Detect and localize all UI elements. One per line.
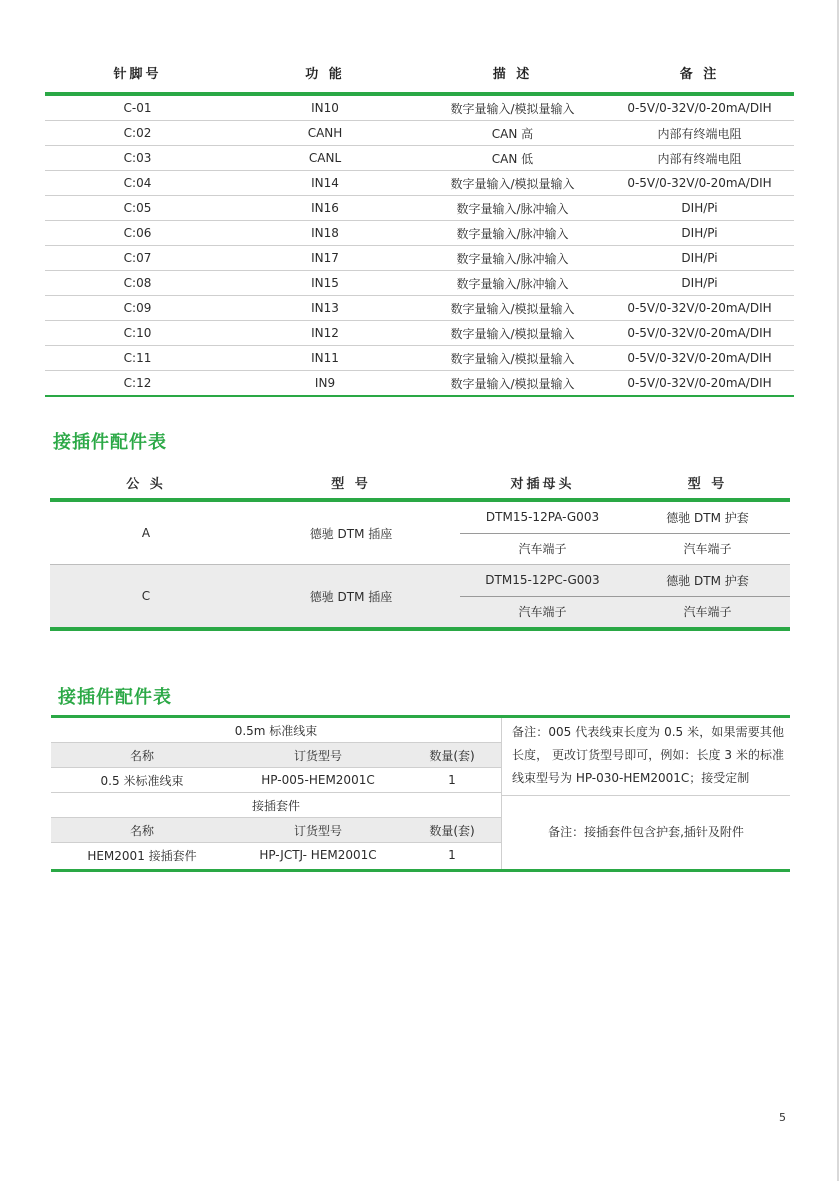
page-number: 5 bbox=[779, 1111, 786, 1124]
pin-remarks: 0-5V/0-32V/0-20mA/DIH bbox=[627, 376, 772, 390]
male-connector: A bbox=[141, 526, 151, 540]
female-model: 汽车端子 bbox=[683, 605, 732, 620]
harness-table bbox=[51, 715, 790, 872]
pin-function: IN17 bbox=[311, 251, 339, 265]
pin-description: 数字量输入/脉冲输入 bbox=[456, 226, 569, 241]
female-model: 汽车端子 bbox=[683, 542, 732, 557]
pin-function: CANL bbox=[308, 151, 342, 165]
female-part-number: DTM15-12PA-G003 bbox=[485, 510, 600, 525]
connector-group-c bbox=[50, 564, 790, 627]
pin-remarks: 0-5V/0-32V/0-20mA/DIH bbox=[627, 351, 772, 365]
connector-table-header bbox=[50, 466, 790, 498]
harness-note: 备注：005 代表线束长度为 0.5 米，如果需要其他长度， 更改订货型号即可，例如：长度 3 米的标准线束型号为 HP-030-HEM2001C；接受定制 bbox=[502, 718, 790, 796]
item-order-number: HP-JCTJ- HEM2001C bbox=[259, 848, 377, 862]
pin-table-header bbox=[45, 52, 794, 92]
pin-row bbox=[45, 296, 794, 321]
header-model: 型 号 bbox=[331, 476, 371, 492]
pin-row bbox=[45, 196, 794, 221]
female-part-number: 汽车端子 bbox=[518, 542, 567, 557]
female-model: 德驰 DTM 护套 bbox=[666, 573, 749, 588]
pin-number: C:06 bbox=[123, 226, 152, 240]
pin-remarks: DIH/Pi bbox=[681, 226, 718, 240]
harness-notes bbox=[502, 718, 790, 869]
item-name: HEM2001 接插套件 bbox=[87, 848, 197, 863]
kit-note: 备注：接插套件包含护套,插针及附件 bbox=[548, 825, 744, 839]
header-name: 名称 bbox=[129, 748, 154, 763]
header-order-number: 订货型号 bbox=[293, 748, 342, 763]
harness-header-row bbox=[51, 743, 501, 768]
table-bottom-rule bbox=[51, 869, 790, 872]
item-quantity: 1 bbox=[448, 773, 456, 787]
pin-description: 数字量输入/脉冲输入 bbox=[456, 276, 569, 291]
pin-row bbox=[45, 346, 794, 371]
female-details bbox=[460, 565, 790, 627]
harness-order-grid bbox=[51, 718, 502, 869]
header-remarks: 备 注 bbox=[679, 66, 720, 82]
pin-description: CAN 低 bbox=[491, 151, 534, 166]
pin-remarks: 内部有终端电阻 bbox=[657, 126, 742, 141]
harness-caption-row bbox=[51, 718, 501, 743]
pin-function: CANH bbox=[307, 126, 343, 140]
pin-number: C-01 bbox=[123, 101, 152, 115]
header-quantity: 数量(套) bbox=[429, 748, 475, 763]
kit-caption: 接插套件 bbox=[251, 798, 300, 813]
pin-remarks: 0-5V/0-32V/0-20mA/DIH bbox=[627, 326, 772, 340]
female-row bbox=[460, 533, 790, 565]
connector-section-title: 接插件配件表 bbox=[53, 432, 167, 453]
pin-number: C:10 bbox=[123, 326, 152, 340]
pin-number: C:05 bbox=[123, 201, 152, 215]
pin-row bbox=[45, 321, 794, 346]
pin-row bbox=[45, 96, 794, 121]
header-male: 公 头 bbox=[126, 476, 166, 492]
header-function: 功 能 bbox=[305, 66, 345, 82]
header-female: 对插母头 bbox=[510, 476, 575, 492]
item-quantity: 1 bbox=[448, 848, 456, 862]
pin-row bbox=[45, 171, 794, 196]
pin-row bbox=[45, 221, 794, 246]
item-name: 0.5 米标准线束 bbox=[100, 773, 184, 788]
pin-remarks: DIH/Pi bbox=[681, 201, 718, 215]
pin-number: C:07 bbox=[123, 251, 152, 265]
female-row bbox=[460, 596, 790, 628]
pin-table-body bbox=[45, 96, 794, 395]
female-part-number: DTM15-12PC-G003 bbox=[485, 573, 600, 588]
female-model: 德驰 DTM 护套 bbox=[666, 510, 749, 525]
pin-table bbox=[45, 52, 794, 397]
pin-remarks: 0-5V/0-32V/0-20mA/DIH bbox=[627, 301, 772, 315]
pin-row bbox=[45, 271, 794, 296]
harness-item-row bbox=[51, 768, 501, 793]
pin-function: IN11 bbox=[311, 351, 339, 365]
pin-function: IN10 bbox=[311, 101, 339, 115]
female-details bbox=[460, 502, 790, 564]
header-description: 描 述 bbox=[492, 66, 533, 82]
pin-number: C:03 bbox=[123, 151, 152, 165]
pin-row bbox=[45, 121, 794, 146]
pin-remarks: 0-5V/0-32V/0-20mA/DIH bbox=[627, 101, 772, 115]
header-name: 名称 bbox=[129, 823, 154, 838]
pin-function: IN9 bbox=[314, 376, 336, 390]
kit-caption-row bbox=[51, 793, 501, 818]
header-pin-number: 针脚号 bbox=[113, 66, 162, 82]
female-row bbox=[460, 502, 790, 533]
header-order-number: 订货型号 bbox=[293, 823, 342, 838]
pin-function: IN12 bbox=[311, 326, 339, 340]
male-model: 德驰 DTM 插座 bbox=[309, 589, 393, 604]
pin-row bbox=[45, 371, 794, 395]
kit-header-row bbox=[51, 818, 501, 843]
pin-description: 数字量输入/模拟量输入 bbox=[450, 351, 575, 366]
female-row bbox=[460, 565, 790, 596]
pin-number: C:12 bbox=[123, 376, 152, 390]
pin-remarks: 0-5V/0-32V/0-20mA/DIH bbox=[627, 176, 772, 190]
harness-section-title: 接插件配件表 bbox=[58, 687, 172, 708]
pin-description: 数字量输入/模拟量输入 bbox=[450, 376, 575, 391]
pin-function: IN18 bbox=[311, 226, 339, 240]
harness-caption: 0.5m 标准线束 bbox=[234, 723, 318, 738]
pin-function: IN13 bbox=[311, 301, 339, 315]
pin-function: IN14 bbox=[311, 176, 339, 190]
male-model: 德驰 DTM 插座 bbox=[309, 526, 393, 541]
pin-function: IN16 bbox=[311, 201, 339, 215]
pin-description: 数字量输入/模拟量输入 bbox=[450, 326, 575, 341]
harness-table-body bbox=[51, 718, 790, 869]
kit-item-row bbox=[51, 843, 501, 867]
pin-description: 数字量输入/脉冲输入 bbox=[456, 201, 569, 216]
item-order-number: HP-005-HEM2001C bbox=[261, 773, 375, 787]
pin-remarks: 内部有终端电阻 bbox=[657, 151, 742, 166]
header-quantity: 数量(套) bbox=[429, 823, 475, 838]
pin-remarks: DIH/Pi bbox=[681, 251, 718, 265]
pin-row bbox=[45, 246, 794, 271]
pin-number: C:02 bbox=[123, 126, 152, 140]
pin-description: 数字量输入/模拟量输入 bbox=[450, 301, 575, 316]
pin-number: C:09 bbox=[123, 301, 152, 315]
pin-description: 数字量输入/脉冲输入 bbox=[456, 251, 569, 266]
pin-row bbox=[45, 146, 794, 171]
pin-number: C:08 bbox=[123, 276, 152, 290]
table-bottom-rule bbox=[50, 627, 790, 631]
table-bottom-rule bbox=[45, 395, 794, 397]
female-part-number: 汽车端子 bbox=[518, 605, 567, 620]
connector-table bbox=[50, 466, 790, 631]
pin-description: CAN 高 bbox=[491, 126, 534, 141]
pin-description: 数字量输入/模拟量输入 bbox=[450, 176, 575, 191]
male-connector: C bbox=[141, 589, 151, 603]
header-female-model: 型 号 bbox=[687, 476, 728, 492]
pin-remarks: DIH/Pi bbox=[681, 276, 718, 290]
pin-number: C:04 bbox=[123, 176, 152, 190]
connector-group-a bbox=[50, 502, 790, 564]
pin-number: C:11 bbox=[123, 351, 152, 365]
pin-function: IN15 bbox=[311, 276, 339, 290]
pin-description: 数字量输入/模拟量输入 bbox=[450, 101, 575, 116]
